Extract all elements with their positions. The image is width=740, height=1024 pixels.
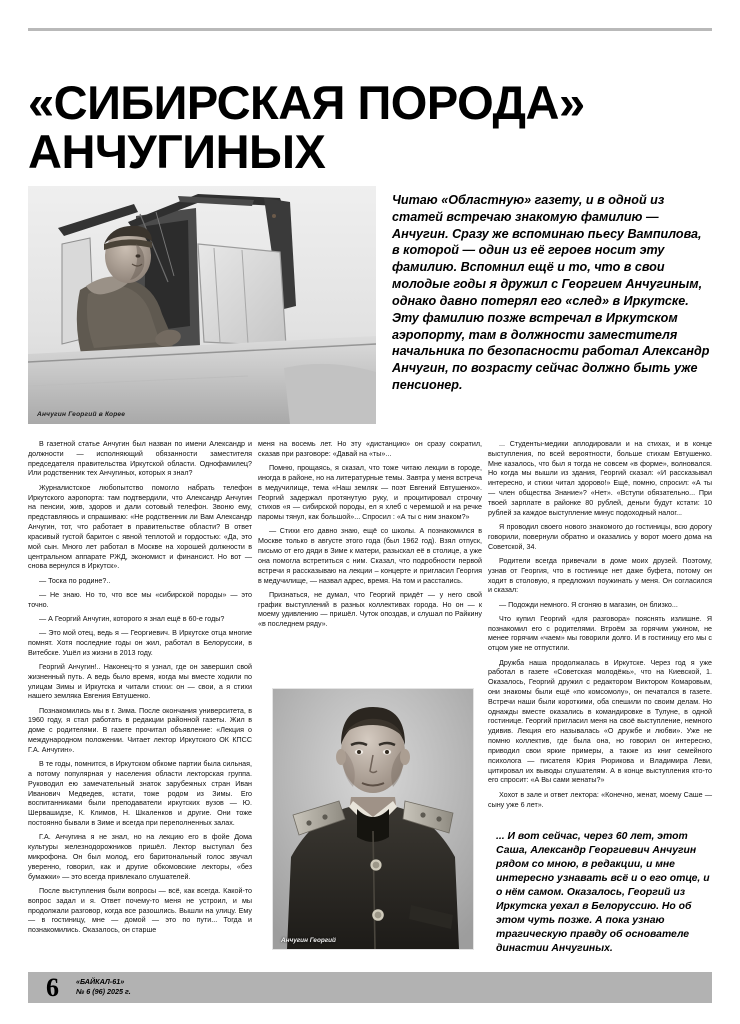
headline-line-1: «СИБИРСКАЯ ПОРОДА»: [28, 76, 585, 130]
closing-statement: ... И вот сейчас, через 60 лет, этот Саша, Александр Георгиевич Анчугин рядом со мною, в редакции, и мне интересно узнавать всё и о его отце, и о нём самом. Оказалось, Георгий из Иркутска уехал в Белоруссию. Но об этом чуть позже. А пока узнаю трагическую правду об основателе династии Анчугиных.: [496, 831, 710, 954]
paragraph: меня на восемь лет. Но эту «дистанцию» он сразу сократил, сказав при разговоре: «Давай на «ты»...: [258, 440, 482, 458]
page-headline: [28, 76, 718, 178]
paragraph: — Это мой отец, ведь я — Георгиевич. В Иркутске отца многие помнят. Хотя последние годы он жил, работал в Белоруссии, в Витебске. Ушёл из жизни в 2013 году.: [28, 629, 252, 657]
paragraph: Георгий Анчугин!.. Наконец-то я узнал, где он завершил свой жизненный путь. А ведь было время, когда мы вместе ходили по улицам Зимы и Иркутска и читали стихи: он — свои, а я стихи нашего земляка Евгения Евтушенко.: [28, 662, 252, 701]
paragraph: Хохот в зале и ответ лектора: «Конечно, женат, моему Саше — сыну уже 6 лет».: [488, 790, 712, 809]
paragraph: ... Студенты-медики аплодировали и на стихах, и в конце выступления, по всей вероятности, больше стихам Евтушенко. Мне казалось, что был я тогда не совсем «в форме», волновался. Но когда мы вышли из здания, Георгий сказал: «И рассказывал интересно, и стихи читал здорово!» Ещё, помню, спросил: «А ты — член общества Знание»? «Нет». «Вступи обязательно... При твоей зарплате в районке 80 рублей, деньги будут кстати: 10 рублей за каждое выступление минус подоходный налог...: [488, 440, 712, 517]
paragraph: Что купил Георгий «для разговора» пояснять излишне. Я познакомил его с родителями. Втроём за горячим ужином, не менее горячим «чаем» мы говорили долго. И в гостиницу его мы с отцом уже не отпустили.: [488, 614, 712, 653]
footer-publication-name: «БАЙКАЛ-61»: [76, 977, 125, 986]
photo-caption-portrait: Анчугин Георгий: [281, 937, 336, 944]
paragraph: Помню, прощаясь, я сказал, что тоже читаю лекции в городе, иногда в районе, но на литературные темы. Завтра у меня встреча в медучилище, тема «Наш земляк — поэт Евгений Евтушенко». Георгий задержал протянутую руку, и процитировал строчку стихов «я — сибирской породы, ел я хлеб с черемшой и на речке паромы тянул, как большой»... Спросил : «А ты с ним знаком?»: [258, 464, 482, 522]
paragraph: Дружба наша продолжалась в Иркутске. Через год я уже работал в газете «Советская молодёжь», что на Киевской, 1. Оказалось, Георгий дружил с редактором Виктором Комаровым, они знакомы были ещё «по комсомолу», он печатался в газете. Встречи наши были короткими, оба спешили по своим делам. Но однажды вместе оказались в командировке в Тулуне, в одной гостинице. Георгий пригласил меня на своё выступление, немного удивив. Лекция его называлась «О дружбе и любви». Уже не помню коллектив, где была она, но говорил он интересно, приводил свои яркие примеры, а также из книг семейного психолога — писателя Юрия Рюрикова и Владимира Леви, цитировал их выводы слушателям. А в конце выступления кто-то его спросит: «А Вы сами женаты?»: [488, 658, 712, 785]
paragraph: Я проводил своего нового знакомого до гостиницы, всю дорогу говорили, повернули обратно и оказались у ворот моего дома на Советской, 34.: [488, 523, 712, 551]
paragraph: — А Георгий Анчугин, которого я знал ещё в 60-е годы?: [39, 614, 225, 623]
headline-line-2: АНЧУГИНЫХ: [28, 124, 326, 178]
paragraph: После выступления были вопросы — всё, как всегда. Какой-то вопрос задал и я. Ответ почему-то меня не устроил, и мы продолжали разговор, когда все разошлись. Вышли на улицу. Ему — в гостиницу, мне — домой — это по пути... Тогда и познакомились. Оказалось, он старше: [28, 886, 252, 935]
paragraph: — Не знаю. Но то, что все мы «сибирской породы» — это точно.: [28, 590, 252, 609]
paragraph: Познакомились мы в г. Зима. После окончания университета, в 1960 году, я стал работать в редакции районной газеты. Жил в доме с родителями. В газете прочитал объявление: «Лекция о международном положении. Читает лектор Иркутского ОК КПСС Г.А. Анчугин».: [28, 706, 252, 754]
body-column-3: [488, 440, 712, 815]
lead-paragraph: Читаю «Областную» газету, и в одной из статей встречаю знакомую фамилию — Анчугин. Сразу же вспоминаю пьесу Вампилова, в которой — один из её героев носит эту фамилию. Вспомнил ещё и то, что в свои молодые годы я дружил с Георгием Анчугиным, однако давно потерял его «след» в Иркутске. Эту фамилию позже встречал в Иркутском аэропорту, там в должности заместителя начальника по безопасности работал Александр Анчугин, по возрасту сейчас должно быть уже пенсионер.: [392, 193, 710, 392]
paragraph: В те годы, помнится, в Иркутском обкоме партии была сильная, а потому популярная у населения области лекторская группа. Руководил ею замечательный знаток зарубежных стран Иван Иванович Медведев, кстати, тоже родом из Зимы. Его воспитанниками были преподаватели иркутских вузов — Ю. Шервашидзе, К. Климов, Н. Шкаленков и другие. Они тоже постоянно бывали в Зиме и всегда при переполненных залах.: [28, 760, 252, 828]
paragraph: — Тоска по родине?..: [39, 576, 111, 585]
paragraph: Признаться, не думал, что Георгий придёт — у него свой график выступлений в разных коллективах города. Но он — к моему удивлению — пришёл. Чуток опоздав, и слушал по Райкину «в последнем ряду».: [258, 590, 482, 629]
paragraph: В газетной статье Анчугин был назван по имени Александр и должности — исполняющий обязанности заместителя председателя правительства Иркутской области. Однофамилец? Или родственник тех Анчугиных, которых я знал?: [28, 440, 252, 478]
footer-publication-meta: [76, 977, 131, 998]
officer-portrait-artwork: [273, 689, 473, 949]
photo-officer-portrait: [272, 688, 474, 950]
paragraph: Г.А. Анчугина я не знал, но на лекцию его в фойе Дома культуры железнодорожников пришёл. Лектор выступал без микрофона. Он был молод, его баритональный голос звучал уверенно, говорил, как и другие обкомовские лекторы, «без бумажки» — это всегда привлекало слушателей.: [28, 833, 252, 881]
page-footer: [28, 972, 712, 1003]
top-divider-rule: [28, 28, 712, 31]
footer-issue-number: № 6 (96) 2025 г.: [76, 987, 131, 997]
photo-pilot-in-cockpit: [28, 186, 376, 424]
body-column-2: [258, 440, 482, 634]
paragraph: — Стихи его давно знаю, ещё со школы. А познакомился в Москве только в августе этого года (был 1962 год). Взял отпуск, письмо от его дяди в Зиме к матери, разыскал её в столице, а уже она помогла встретиться с ним. Сказал, что подробности первой встречи я рассказываю на лекции – концерте и пригласил Георгия в медучилище, — назвал адрес, время. На том и расстались.: [258, 527, 482, 585]
cockpit-photo-artwork: [28, 186, 376, 424]
footer-page-number: 6: [46, 973, 59, 1002]
photo-caption-pilot: Анчугин Георгий в Корее: [37, 411, 126, 418]
paragraph: — Подожди немного. Я сгоняю в магазин, он близко...: [499, 600, 678, 609]
paragraph: Родители всегда привечали в доме моих друзей. Поэтому, узнав от Георгия, что в гостинице нет даже буфета, потому он ходит в столовую, я предложил поужинать у меня. Он согласился и сказал:: [488, 556, 712, 595]
paragraph: Журналистское любопытство помогло набрать телефон Иркутского аэропорта: там подтвердили, что Александр Анчугин на пенсии, жив, здоров и дали сотовый телефон. Звоню ему, представляюсь и спрашиваю: «Не родственник ли Вам Александр Анчугин, тот, что работает в правительстве области? В ответ красивый густой баритон с явной теплотой и гордостью: «Да, это мой сын. Много лет работал в Москве на хорошей должности в центральном аппарате РЖД, экономист и финансист. Но вот — снова вернулся в Иркутск».: [28, 483, 252, 571]
body-column-1: [28, 440, 252, 940]
